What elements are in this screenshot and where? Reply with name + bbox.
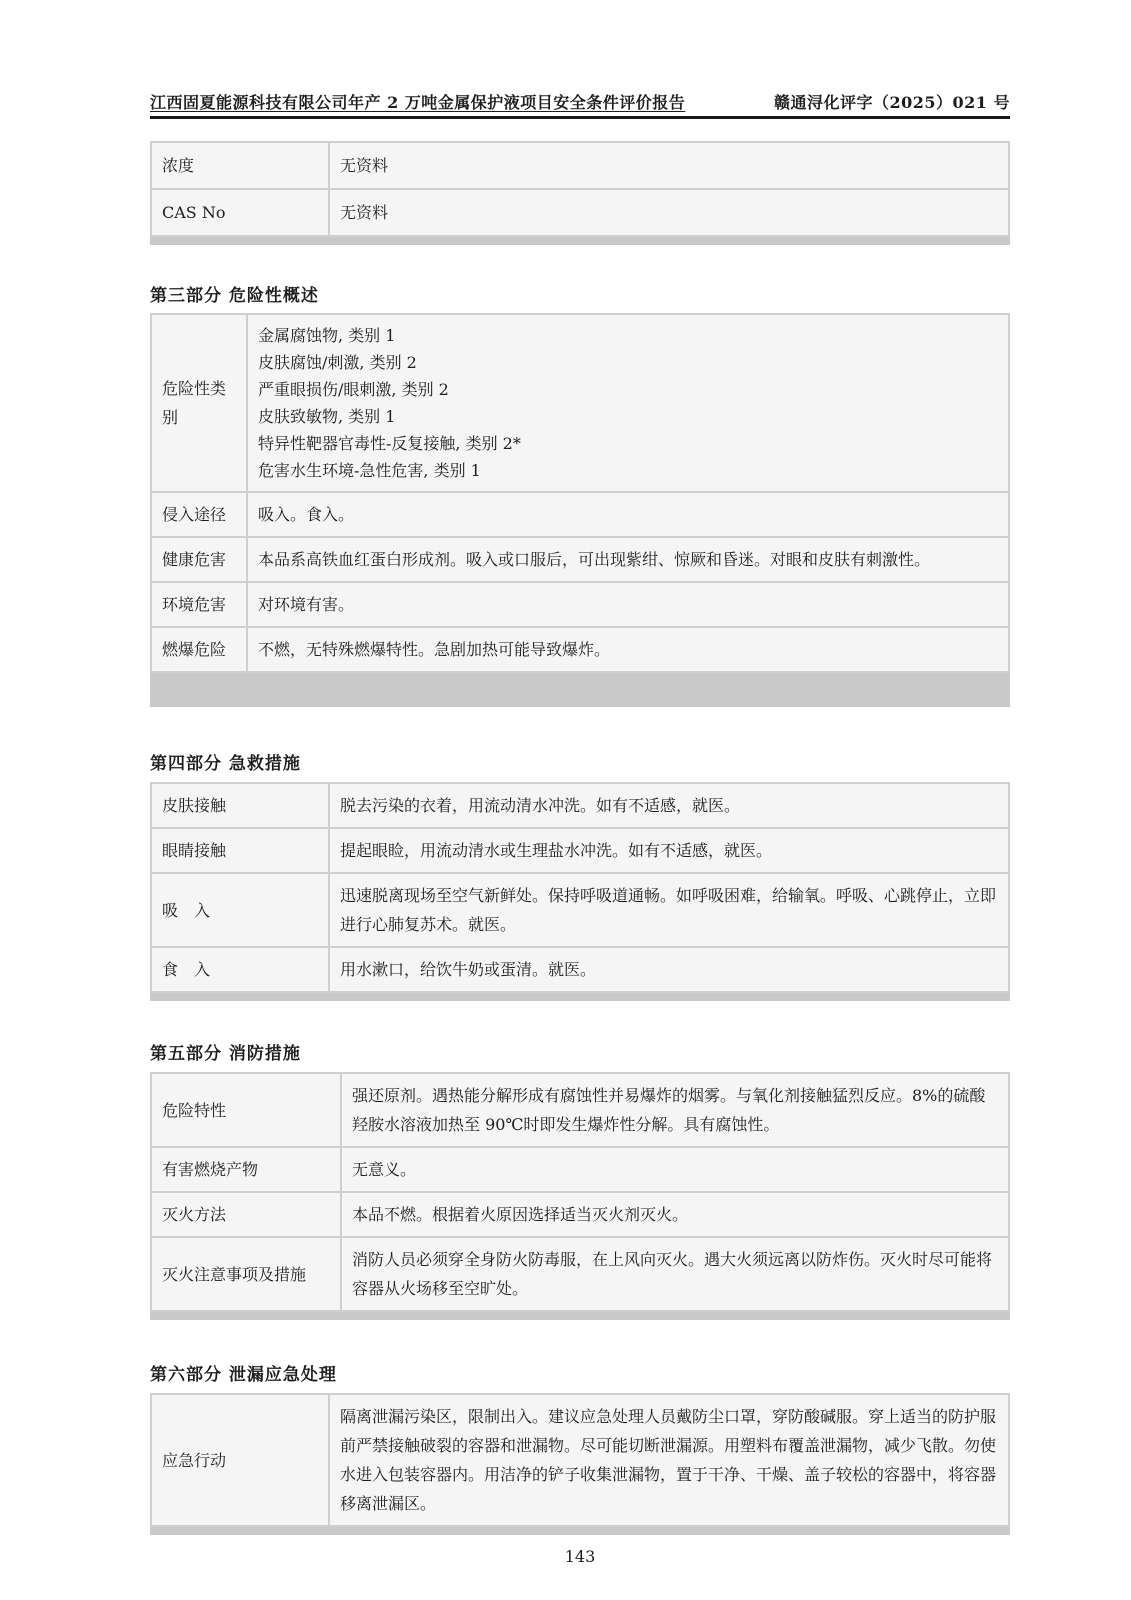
- table-row: [151, 1394, 1009, 1526]
- fire-fighting-table: [150, 1072, 1010, 1312]
- row-label: 眼睛接触: [151, 828, 329, 873]
- hazard-class-line: 皮肤致敏物, 类别 1: [258, 407, 396, 426]
- table-row: [151, 783, 1009, 828]
- hazard-class-line: 特异性靶器官毒性-反复接触, 类别 2*: [258, 434, 521, 453]
- row-value: 强还原剂。遇热能分解形成有腐蚀性并易爆炸的烟雾。与氧化剂接触猛烈反应。8%的硫酸羟胺水溶液加热至 90℃时即发生爆炸性分解。具有腐蚀性。: [341, 1073, 1009, 1147]
- row-value: 吸入。食入。: [247, 492, 1009, 537]
- row-value: 不燃，无特殊燃爆特性。急剧加热可能导致爆炸。: [247, 627, 1009, 672]
- row-label: 吸 入: [151, 873, 329, 947]
- table-row: [151, 1237, 1009, 1311]
- report-title: 江西固夏能源科技有限公司年产 2 万吨金属保护液项目安全条件评价报告: [150, 93, 686, 112]
- row-value: 对环境有害。: [247, 582, 1009, 627]
- row-value: 脱去污染的衣着，用流动清水冲洗。如有不适感，就医。: [329, 783, 1009, 828]
- row-value: [247, 314, 1009, 492]
- row-value: 用水漱口，给饮牛奶或蛋清。就医。: [329, 947, 1009, 992]
- row-value: 无资料: [329, 189, 1009, 236]
- row-label: 浓度: [151, 142, 329, 189]
- row-value: 提起眼睑，用流动清水或生理盐水冲洗。如有不适感，就医。: [329, 828, 1009, 873]
- row-label: CAS No: [151, 189, 329, 236]
- basic-info-table: [150, 141, 1010, 237]
- table-bottom-strip: [150, 237, 1010, 245]
- row-value: 迅速脱离现场至空气新鲜处。保持呼吸道通畅。如呼吸困难，给输氧。呼吸、心跳停止，立即进行心肺复苏术。就医。: [329, 873, 1009, 947]
- document-header: [150, 90, 1010, 119]
- table-row: [151, 189, 1009, 236]
- row-label: 应急行动: [151, 1394, 329, 1526]
- row-label: 危险特性: [151, 1073, 341, 1147]
- section5-heading: 第五部分 消防措施: [150, 1044, 301, 1064]
- table-bottom-strip: [150, 673, 1010, 707]
- table-row: [151, 537, 1009, 582]
- row-label: 健康危害: [151, 537, 247, 582]
- table-row: [151, 582, 1009, 627]
- row-label: 环境危害: [151, 582, 247, 627]
- table-row: [151, 142, 1009, 189]
- table-row: [151, 314, 1009, 492]
- row-label: 灭火方法: [151, 1192, 341, 1237]
- hazard-overview-table: [150, 313, 1010, 673]
- row-label: 灭火注意事项及措施: [151, 1237, 341, 1311]
- table-bottom-strip: [150, 993, 1010, 1001]
- row-label: 食 入: [151, 947, 329, 992]
- hazard-class-line: 严重眼损伤/眼刺激, 类别 2: [258, 380, 449, 399]
- table-row: [151, 627, 1009, 672]
- section4-heading: 第四部分 急救措施: [150, 754, 301, 774]
- table-bottom-strip: [150, 1527, 1010, 1535]
- table-row: [151, 492, 1009, 537]
- table-row: [151, 947, 1009, 992]
- row-value: 无资料: [329, 142, 1009, 189]
- table-row: [151, 1073, 1009, 1147]
- hazard-class-line: 皮肤腐蚀/刺激, 类别 2: [258, 353, 417, 372]
- row-value: 隔离泄漏污染区，限制出入。建议应急处理人员戴防尘口罩，穿防酸碱服。穿上适当的防护服前严禁接触破裂的容器和泄漏物。尽可能切断泄漏源。用塑料布覆盖泄漏物，减少飞散。勿使水进入包装容器内。用洁净的铲子收集泄漏物，置于干净、干燥、盖子较松的容器中，将容器移离泄漏区。: [329, 1394, 1009, 1526]
- row-value: 本品不燃。根据着火原因选择适当灭火剂灭火。: [341, 1192, 1009, 1237]
- section6-heading: 第六部分 泄漏应急处理: [150, 1365, 337, 1385]
- row-value: 本品系高铁血红蛋白形成剂。吸入或口服后，可出现紫绀、惊厥和昏迷。对眼和皮肤有刺激性。: [247, 537, 1009, 582]
- section3-heading: 第三部分 危险性概述: [150, 286, 319, 306]
- row-label: 侵入途径: [151, 492, 247, 537]
- table-row: [151, 1147, 1009, 1192]
- first-aid-table: [150, 782, 1010, 993]
- table-bottom-strip: [150, 1312, 1010, 1320]
- report-number: 赣通浔化评字（2025）021 号: [773, 93, 1010, 112]
- row-value: 无意义。: [341, 1147, 1009, 1192]
- row-label: 有害燃烧产物: [151, 1147, 341, 1192]
- table-row: [151, 873, 1009, 947]
- hazard-class-line: 金属腐蚀物, 类别 1: [258, 326, 396, 345]
- row-label: 皮肤接触: [151, 783, 329, 828]
- row-value: 消防人员必须穿全身防火防毒服，在上风向灭火。遇大火须远离以防炸伤。灭火时尽可能将容器从火场移至空旷处。: [341, 1237, 1009, 1311]
- row-label: 燃爆危险: [151, 627, 247, 672]
- row-label: 危险性类别: [151, 314, 247, 492]
- hazard-class-line: 危害水生环境-急性危害, 类别 1: [258, 461, 481, 480]
- table-row: [151, 1192, 1009, 1237]
- leak-response-table: [150, 1393, 1010, 1527]
- table-row: [151, 828, 1009, 873]
- page-number: 143: [564, 1547, 596, 1566]
- page-content: [150, 0, 1010, 1566]
